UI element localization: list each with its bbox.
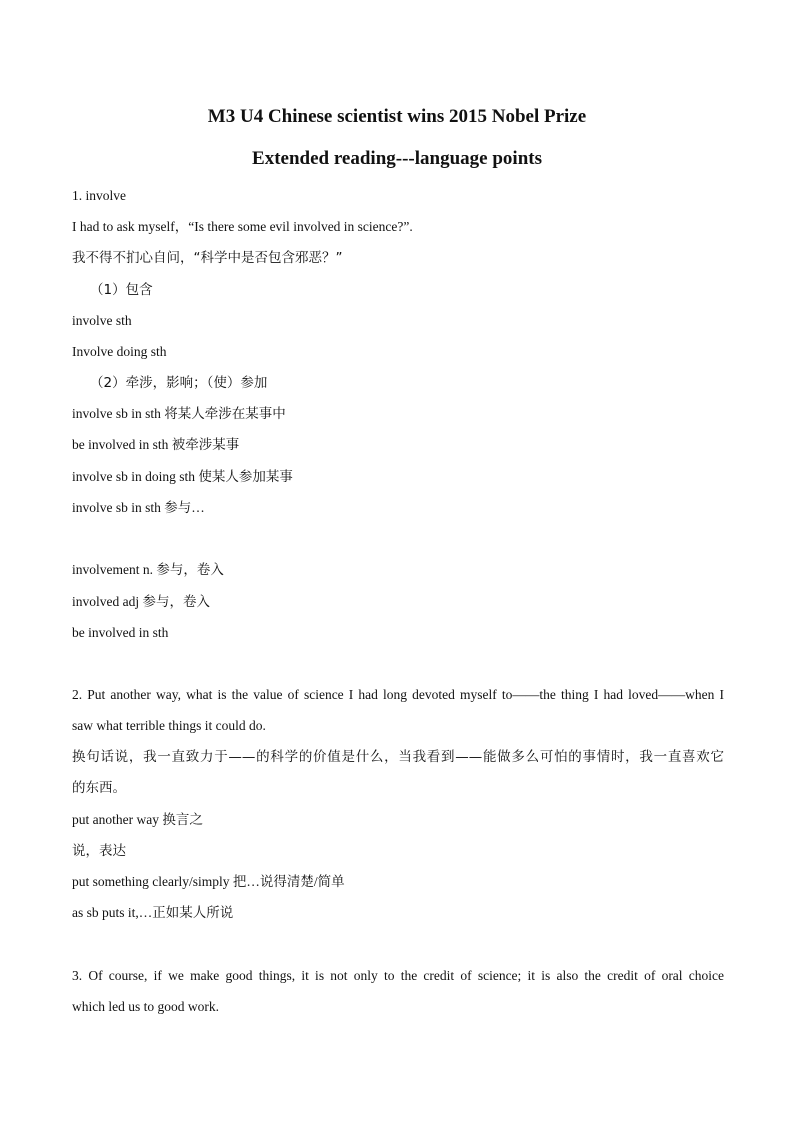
section-2-phrase-1: put another way 换言之 bbox=[72, 812, 203, 827]
section-1-usage-1: involve sth bbox=[72, 313, 132, 328]
section-2-translation-line-2: 的东西。 bbox=[72, 780, 126, 796]
section-1-usage-4: be involved in sth 被牵涉某事 bbox=[72, 437, 240, 452]
section-2-translation-line-1: 换句话说，我一直致力于——的科学的价值是什么，当我看到——能做多么可怕的事情时，我一直喜欢它 bbox=[72, 749, 724, 765]
section-1-usage-3: involve sb in sth 将某人牵涉在某事中 bbox=[72, 406, 286, 421]
section-2-phrase-4: as sb puts it,…正如某人所说 bbox=[72, 905, 234, 920]
section-2-phrase-3: put something clearly/simply 把…说得清楚/简单 bbox=[72, 874, 345, 889]
page-subtitle: Extended reading---language points bbox=[252, 148, 542, 169]
section-2-phrase-2: 说，表达 bbox=[72, 843, 126, 859]
page-title: M3 U4 Chinese scientist wins 2015 Nobel Prize bbox=[207, 106, 587, 127]
section-1-usage-7: involvement n. 参与，卷入 bbox=[72, 562, 224, 577]
section-2-sentence-line-2: saw what terrible things it could do. bbox=[72, 718, 266, 733]
section-1-example-en: I had to ask myself，“Is there some evil involved in science?”. bbox=[72, 219, 413, 234]
section-1-heading: 1. involve bbox=[72, 188, 126, 203]
section-1-usage-8: involved adj 参与，卷入 bbox=[72, 594, 210, 609]
section-1-usage-2: Involve doing sth bbox=[72, 344, 167, 359]
section-1-example-zh: 我不得不扪心自问，“科学中是否包含邪恶？” bbox=[72, 250, 343, 266]
section-2-sentence-line-1: 2. Put another way, what is the value of science I had long devoted myself to——the thing I had loved——when I bbox=[72, 687, 724, 702]
section-1-sense-1: （1）包含 bbox=[90, 282, 153, 298]
section-3-sentence-line-2: which led us to good work. bbox=[72, 999, 219, 1014]
section-1-usage-9: be involved in sth bbox=[72, 625, 169, 640]
section-1-usage-5: involve sb in doing sth 使某人参加某事 bbox=[72, 469, 293, 484]
section-1-usage-6: involve sb in sth 参与… bbox=[72, 500, 205, 515]
section-3-sentence-line-1: 3. Of course, if we make good things, it is not only to the credit of science; it is also the credit of oral choice bbox=[72, 968, 724, 983]
section-1-sense-2: （2）牵涉，影响；（使）参加 bbox=[90, 375, 268, 391]
